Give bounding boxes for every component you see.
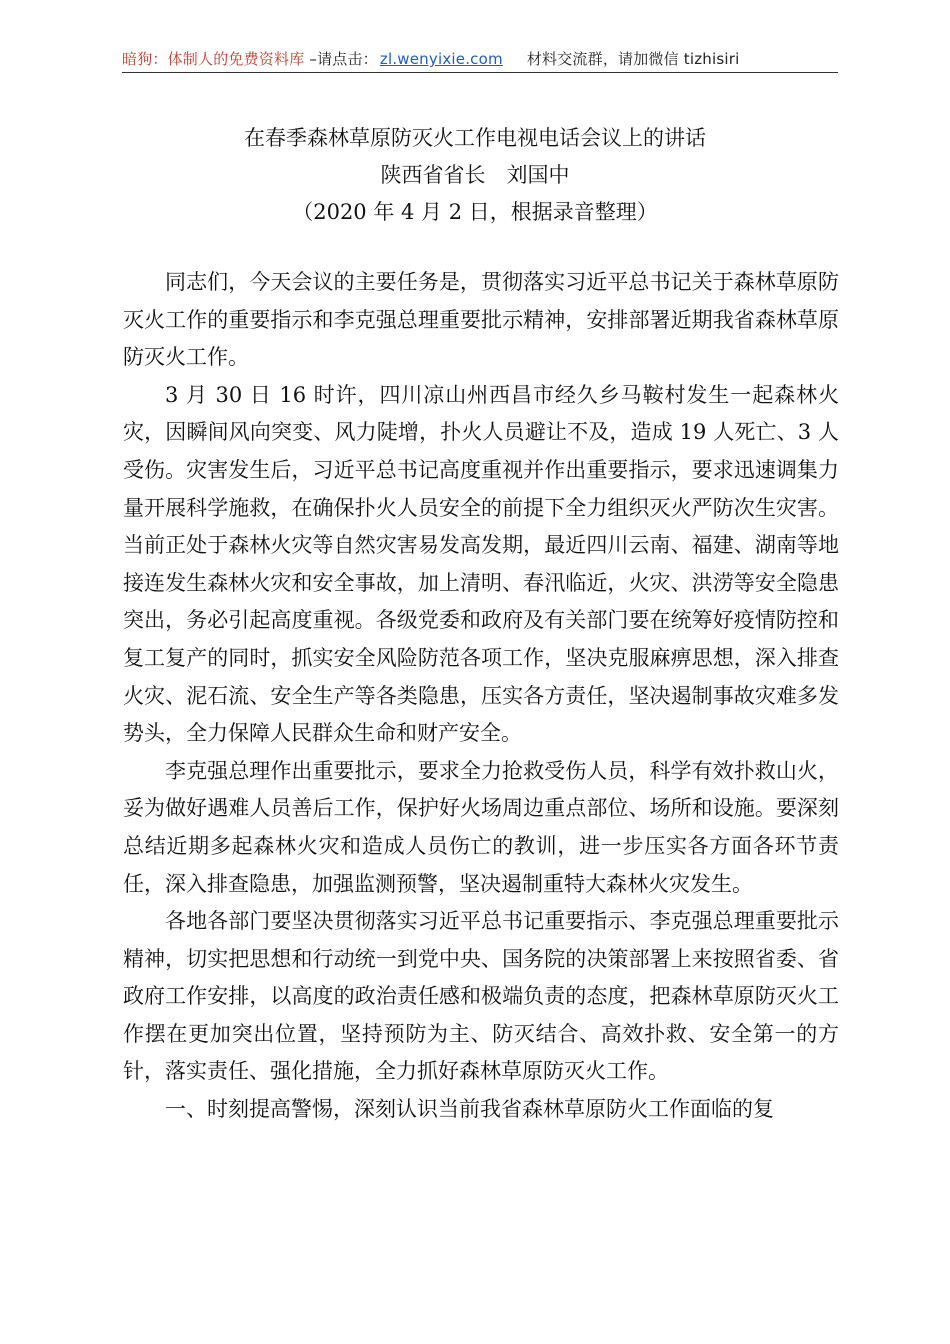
- paragraph: 李克强总理作出重要批示，要求全力抢救受伤人员，科学有效扑救山火，妥为做好遇难人员善后工作，保护好火场周边重点部位、场所和设施。要深刻总结近期多起森林火灾和造成人员伤亡的教训，进一步压实各方面各环节责任，深入排查隐患，加强监测预警，坚决遏制重特大森林火灾发生。: [123, 758, 839, 896]
- speaker-line: 陕西省省长 刘国中: [380, 163, 570, 187]
- header-note: 材料交流群，请加微信 tizhisiri: [526, 50, 740, 68]
- date-note: （2020 年 4 月 2 日，根据录音整理）: [292, 200, 658, 224]
- paragraph: 各地各部门要坚决贯彻落实习近平总书记重要指示、李克强总理重要批示精神，切实把思想和行动统一到党中央、国务院的决策部署上来按照省委、省政府工作安排，以高度的政治责任感和极端负责的态度，把森林草原防灭火工作摆在更加突出位置，坚持预防为主、防灭结合、高效扑救、安全第一的方针，落实责任、强化措施，全力抓好森林草原防灭火工作。: [123, 909, 839, 1084]
- header-divider: [122, 72, 838, 73]
- header-prompt: –请点击：: [304, 50, 378, 68]
- document-title: 在春季森林草原防灭火工作电视电话会议上的讲话: [244, 126, 706, 150]
- header-brand: 暗狗：体制人的免费资料库: [122, 50, 305, 68]
- document-body: [123, 264, 839, 1129]
- page-header: [122, 46, 838, 72]
- header-link[interactable]: zl.wenyixie.com: [379, 50, 503, 68]
- paragraph: 3 月 30 日 16 时许，四川凉山州西昌市经久乡马鞍村发生一起森林火灾，因瞬间风向突变、风力陡增，扑火人员避让不及，造成 19 人死亡、3 人受伤。灾害发生后，习近平总书记高度重视并作出重要指示，要求迅速调集力量开展科学施救，在确保扑火人员安全的前提下全力组织灭火严防次生灾害。当前正处于森林火灾等自然灾害易发高发期，最近四川云南、福建、湖南等地接连发生森林火灾和安全事故，加上清明、春汛临近，火灾、洪涝等安全隐患突出，务必引起高度重视。各级党委和政府及有关部门要在统筹好疫情防控和复工复产的同时，抓实安全风险防范各项工作，坚决克服麻痹思想，深入排查火灾、泥石流、安全生产等各类隐患，压实各方责任，坚决遏制事故灾难多发势头，全力保障人民群众生命和财产安全。: [123, 382, 839, 746]
- title-block: [0, 120, 950, 231]
- paragraph: 一、时刻提高警惕，深刻认识当前我省森林草原防火工作面临的复: [165, 1097, 774, 1122]
- paragraph: 同志们，今天会议的主要任务是，贯彻落实习近平总书记关于森林草原防灭火工作的重要指示和李克强总理重要批示精神，安排部署近期我省森林草原防灭火工作。: [123, 270, 839, 370]
